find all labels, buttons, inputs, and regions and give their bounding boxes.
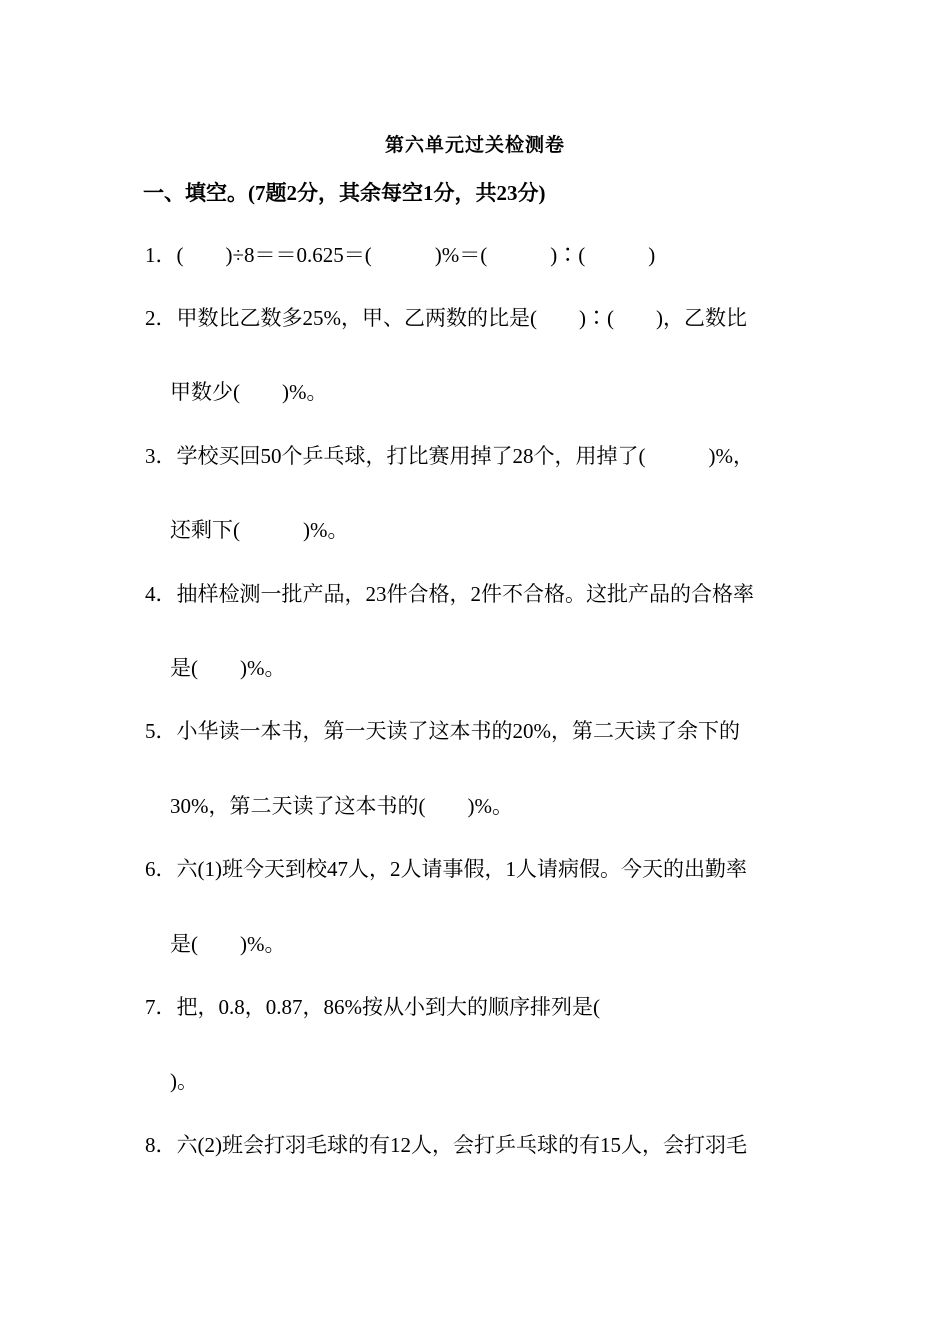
question-6-line-1: 6．六(1)班今天到校47人，2人请事假，1人请病假。今天的出勤率 [145, 857, 747, 881]
question-3-line-2: 还剩下( )%。 [170, 518, 349, 542]
question-5-line-1: 5．小华读一本书，第一天读了这本书的20%，第二天读了余下的 [145, 719, 740, 743]
page-title: 第六单元过关检测卷 [384, 135, 565, 156]
question-5-line-2: 30%，第二天读了这本书的( )%。 [170, 794, 513, 818]
question-2-line-2: 甲数少( )%。 [170, 380, 328, 404]
question-4-line-1: 4．抽样检测一批产品，23件合格，2件不合格。这批产品的合格率 [145, 582, 754, 606]
question-8-line-1: 8．六(2)班会打羽毛球的有12人，会打乒乓球的有15人，会打羽毛 [145, 1133, 747, 1157]
question-2-line-1: 2．甲数比乙数多25%，甲、乙两数的比是( )∶( )，乙数比 [145, 306, 747, 330]
question-7-line-1: 7．把，0.8，0.87，86%按从小到大的顺序排列是( [145, 995, 600, 1019]
question-6-line-2: 是( )%。 [170, 932, 286, 956]
section-heading: 一、填空。(7题2分，其余每空1分，共23分) [143, 181, 546, 205]
question-1-line-1: 1．( )÷8＝＝0.625＝( )%＝( )∶( ) [145, 243, 656, 267]
question-7-line-2: )。 [170, 1069, 198, 1093]
question-4-line-2: 是( )%。 [170, 656, 286, 680]
question-3-line-1: 3．学校买回50个乒乓球，打比赛用掉了28个，用掉了( )%， [145, 444, 754, 468]
